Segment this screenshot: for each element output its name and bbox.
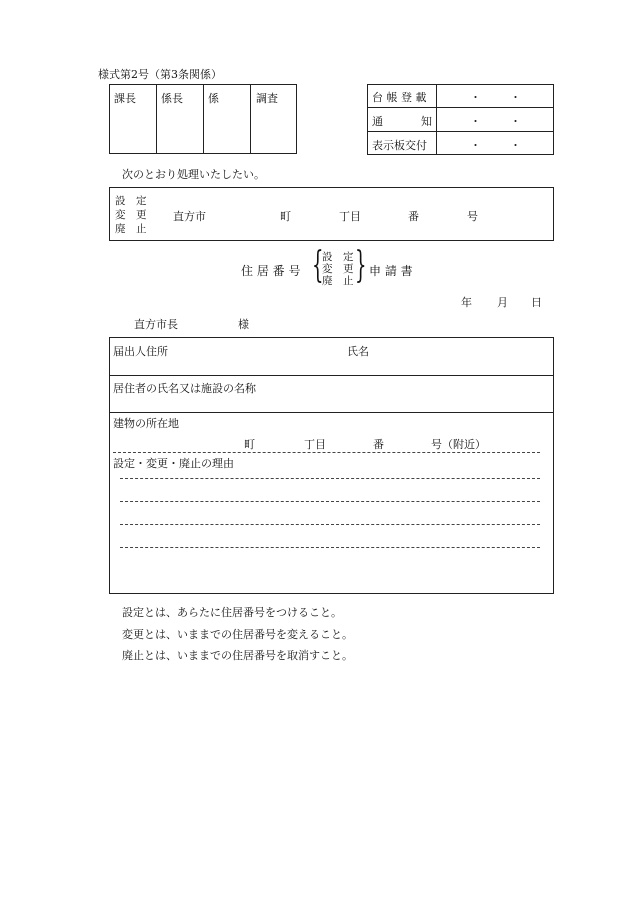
title-opt-set: 設 定 <box>322 251 354 263</box>
title-opt-change: 変 更 <box>322 263 354 275</box>
action-city: 直方市 <box>173 210 206 223</box>
note-set: 設定とは、あらたに住居番号をつけること。 <box>122 606 342 619</box>
date-day: 日 <box>531 296 542 309</box>
title-prefix: 住 居 番 号 <box>241 264 301 278</box>
applicant-address-label: 届出人住所 <box>113 345 168 358</box>
action-ban: 番 <box>408 210 419 223</box>
right-brace-icon: } <box>355 245 367 286</box>
addressee-honorific: 様 <box>238 318 249 331</box>
location-ban: 番 <box>373 438 384 451</box>
registry-ledger-label: 台 帳 登 載 <box>372 91 427 104</box>
reason-line <box>120 547 540 548</box>
intro-text: 次のとおり処理いたしたい。 <box>122 168 265 181</box>
approval-kakaricho: 係長 <box>161 92 183 105</box>
registry-dot: ・ <box>470 91 481 104</box>
location-machi: 町 <box>244 438 255 451</box>
action-opt-change: 変 更 <box>115 209 147 221</box>
approval-kacho: 課長 <box>114 92 136 105</box>
date-year: 年 <box>461 296 472 309</box>
location-chome: 丁目 <box>304 438 326 451</box>
note-change: 変更とは、いままでの住居番号を変えること。 <box>122 628 353 641</box>
action-opt-set: 設 定 <box>115 195 147 207</box>
approval-kakari: 係 <box>208 92 219 105</box>
registry-dot: ・ <box>510 115 521 128</box>
resident-label: 居住者の氏名又は施設の名称 <box>113 382 256 395</box>
left-brace-icon: { <box>312 245 324 286</box>
form-number: 様式第2号（第3条関係） <box>98 68 222 81</box>
note-abolish: 廃止とは、いままでの住居番号を取消すこと。 <box>122 649 353 662</box>
registry-dot: ・ <box>510 91 521 104</box>
approval-chosa: 調査 <box>256 92 278 105</box>
registry-notice-label-b: 知 <box>421 115 432 128</box>
location-label: 建物の所在地 <box>113 417 179 430</box>
reason-label: 設定・変更・廃止の理由 <box>113 457 234 470</box>
title-opt-abolish: 廃 止 <box>322 275 354 287</box>
registry-plate-label: 表示板交付 <box>372 139 427 152</box>
action-opt-abolish: 廃 止 <box>115 223 147 235</box>
action-machi: 町 <box>280 210 291 223</box>
title-suffix: 申 請 書 <box>369 264 413 278</box>
registry-dot: ・ <box>470 115 481 128</box>
registry-dot: ・ <box>470 139 481 152</box>
action-go: 号 <box>467 210 478 223</box>
location-go: 号（附近） <box>431 438 486 451</box>
reason-line <box>120 478 540 479</box>
action-chome: 丁目 <box>339 210 361 223</box>
registry-notice-label-a: 通 <box>372 115 383 128</box>
addressee-name: 直方市長 <box>134 318 178 331</box>
registry-dot: ・ <box>510 139 521 152</box>
reason-line <box>120 524 540 525</box>
reason-line <box>120 501 540 502</box>
applicant-name-label: 氏名 <box>347 345 369 358</box>
date-month: 月 <box>497 296 508 309</box>
